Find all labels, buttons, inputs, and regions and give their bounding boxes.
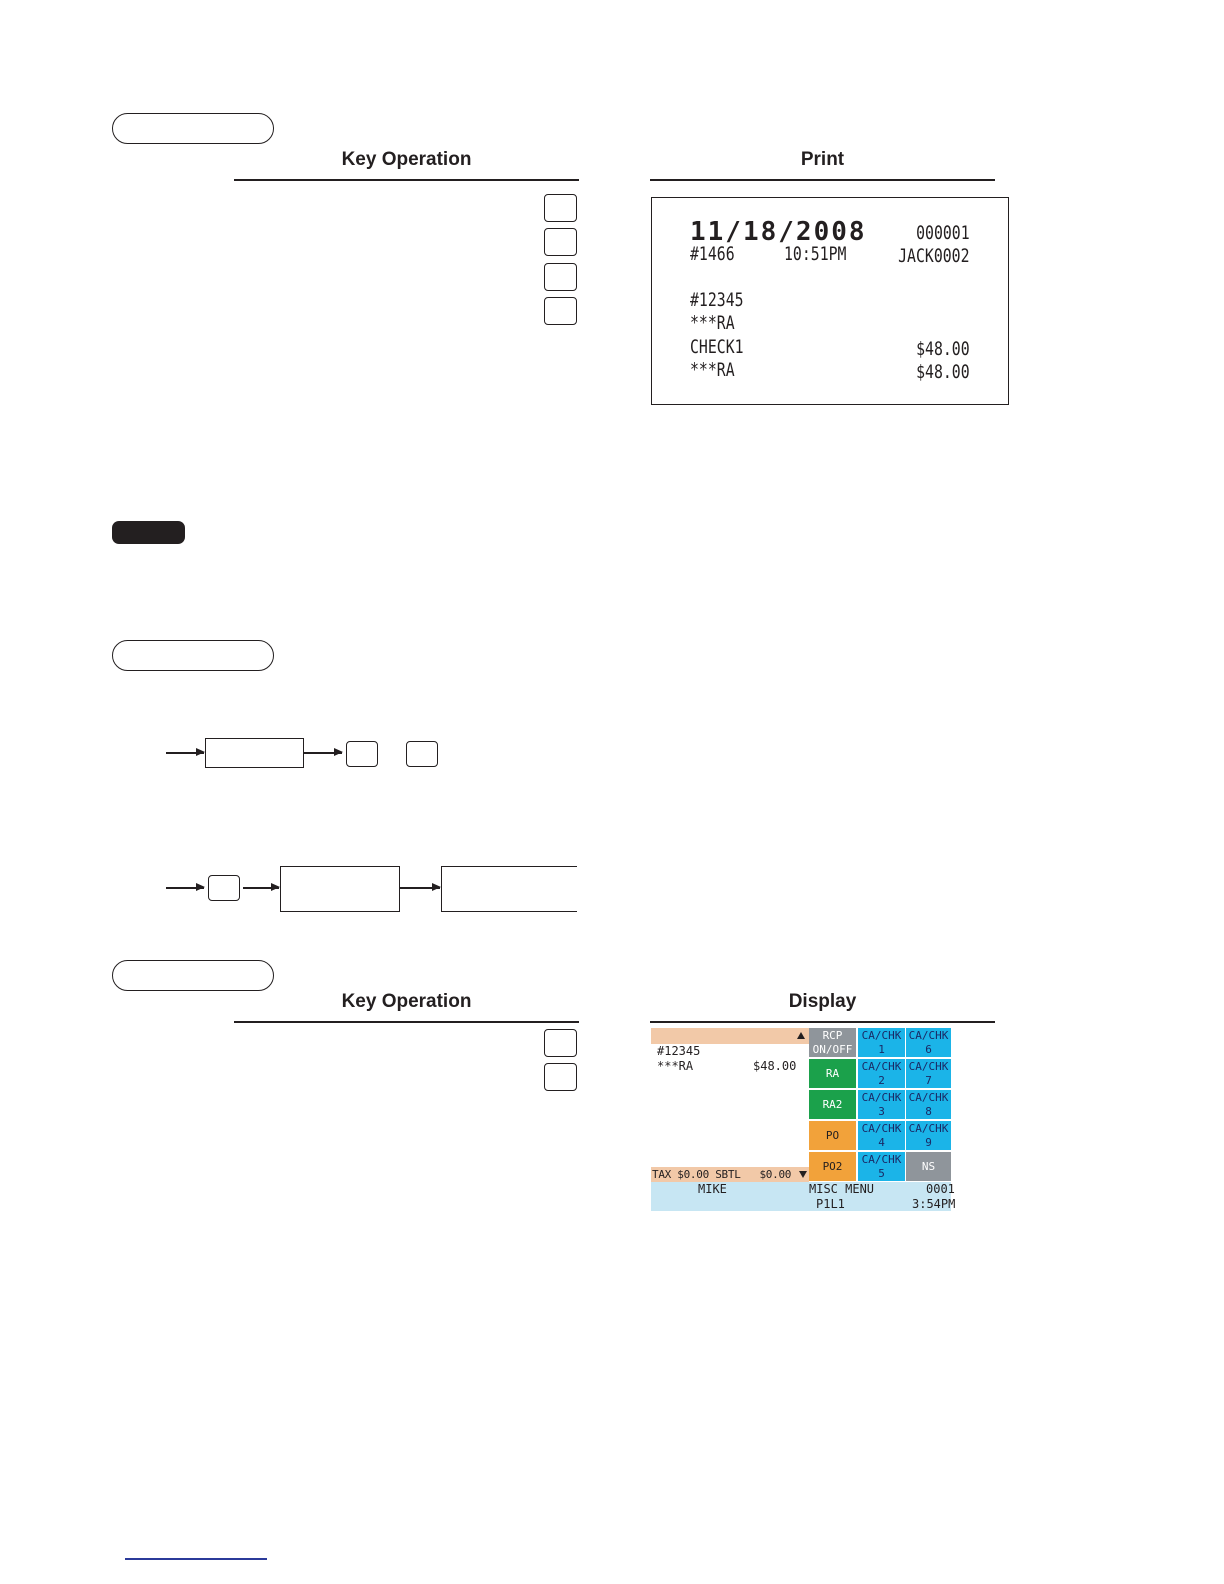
ca-chk-2-key[interactable] [858, 1059, 905, 1088]
key-placeholder [346, 741, 378, 767]
key-label: CA/CHK [861, 1059, 902, 1073]
rcp-on-off-key[interactable] [809, 1028, 856, 1057]
receipt-number: 000001 [916, 222, 970, 244]
receipt-date: 11/18/2008 [690, 217, 867, 247]
key-placeholder [544, 194, 577, 222]
ca-chk-1-key[interactable] [858, 1028, 905, 1057]
receipt-ra-label: ***RA [690, 359, 735, 381]
display-page: P1L1 [816, 1197, 845, 1211]
flow-arrow [243, 887, 279, 889]
display-ra-label: ***RA [657, 1059, 694, 1073]
pos-display [651, 1028, 956, 1211]
display-menu: MISC MENU [809, 1182, 875, 1196]
key-operation-rule [234, 179, 579, 181]
ca-chk-8-key[interactable] [906, 1090, 951, 1119]
key-placeholder [544, 1029, 577, 1057]
key-label: 5 [878, 1166, 885, 1180]
key-label: PO2 [822, 1159, 843, 1173]
procedure-label-pill [112, 640, 274, 671]
key-label: CA/CHK [908, 1028, 949, 1042]
po-key[interactable] [809, 1121, 856, 1150]
flow-arrow [166, 887, 204, 889]
receipt-ra-amount: $48.00 [916, 361, 970, 383]
key-label: CA/CHK [908, 1090, 949, 1104]
key-placeholder [406, 741, 438, 767]
key-label: CA/CHK [908, 1059, 949, 1073]
scroll-down-icon[interactable] [799, 1171, 807, 1178]
key-label: CA/CHK [861, 1121, 902, 1135]
key-label: CA/CHK [861, 1152, 902, 1166]
ra-key[interactable] [809, 1059, 856, 1088]
key-label: CA/CHK [861, 1090, 902, 1104]
receipt-ra-header: ***RA [690, 312, 735, 334]
note-label-pill [112, 521, 185, 544]
display-clerk: MIKE [698, 1182, 727, 1196]
receipt-register: #1466 [690, 243, 735, 265]
key-label: ON/OFF [812, 1042, 853, 1056]
key-label: 3 [878, 1104, 885, 1118]
key-placeholder [544, 297, 577, 325]
scroll-up-icon[interactable] [797, 1032, 805, 1039]
key-label: 9 [925, 1135, 932, 1149]
ca-chk-6-key[interactable] [906, 1028, 951, 1057]
key-label: RA2 [822, 1097, 843, 1111]
receipt-time: 10:51PM [784, 243, 847, 265]
key-label: 4 [878, 1135, 885, 1149]
po2-key[interactable] [809, 1152, 856, 1181]
key-label: PO [825, 1128, 840, 1142]
key-placeholder [544, 1063, 577, 1091]
example-label-pill [112, 960, 274, 991]
key-operation-heading: Key Operation [341, 149, 472, 170]
receipt-check-label: CHECK1 [690, 336, 744, 358]
display-ra-amount: $48.00 [753, 1059, 797, 1073]
flow-arrow [304, 752, 342, 754]
display-code: #12345 [657, 1044, 701, 1058]
entry-box [441, 866, 577, 912]
key-label: 6 [925, 1042, 932, 1056]
display-rule [650, 1021, 995, 1023]
ca-chk-7-key[interactable] [906, 1059, 951, 1088]
flow-arrow [400, 887, 440, 889]
ca-chk-3-key[interactable] [858, 1090, 905, 1119]
ra2-key[interactable] [809, 1090, 856, 1119]
receipt-print [651, 197, 1009, 405]
entry-box [280, 866, 400, 912]
print-heading: Print [800, 149, 845, 170]
display-subtotal: TAX $0.00 SBTL $0.00 [652, 1168, 792, 1181]
key-operation-heading: Key Operation [341, 991, 472, 1012]
print-rule [650, 179, 995, 181]
key-label: NS [921, 1159, 936, 1173]
display-header-bar [651, 1028, 809, 1044]
display-num: 0001 [926, 1182, 955, 1196]
receipt-check-amount: $48.00 [916, 338, 970, 360]
ca-chk-9-key[interactable] [906, 1121, 951, 1150]
key-placeholder [544, 228, 577, 256]
example-label-pill [112, 113, 274, 144]
display-heading: Display [788, 991, 857, 1012]
key-label: CA/CHK [908, 1121, 949, 1135]
key-placeholder [544, 263, 577, 291]
flow-arrow [166, 752, 204, 754]
key-label: RCP [822, 1028, 843, 1042]
ca-chk-4-key[interactable] [858, 1121, 905, 1150]
footer-link-underline[interactable] [125, 1558, 267, 1560]
display-time: 3:54PM [912, 1197, 956, 1211]
key-label: RA [825, 1066, 840, 1080]
ca-chk-5-key[interactable] [858, 1152, 905, 1181]
entry-box [205, 738, 304, 768]
key-label: 2 [878, 1073, 885, 1087]
key-label: CA/CHK [861, 1028, 902, 1042]
key-label: 1 [878, 1042, 885, 1056]
receipt-clerk: JACK0002 [898, 245, 970, 267]
key-operation-rule [234, 1021, 579, 1023]
receipt-code: #12345 [690, 289, 744, 311]
display-status-bar [651, 1182, 951, 1211]
key-label: 7 [925, 1073, 932, 1087]
key-label: 8 [925, 1104, 932, 1118]
key-placeholder [208, 875, 240, 901]
ns-key[interactable] [906, 1152, 951, 1181]
